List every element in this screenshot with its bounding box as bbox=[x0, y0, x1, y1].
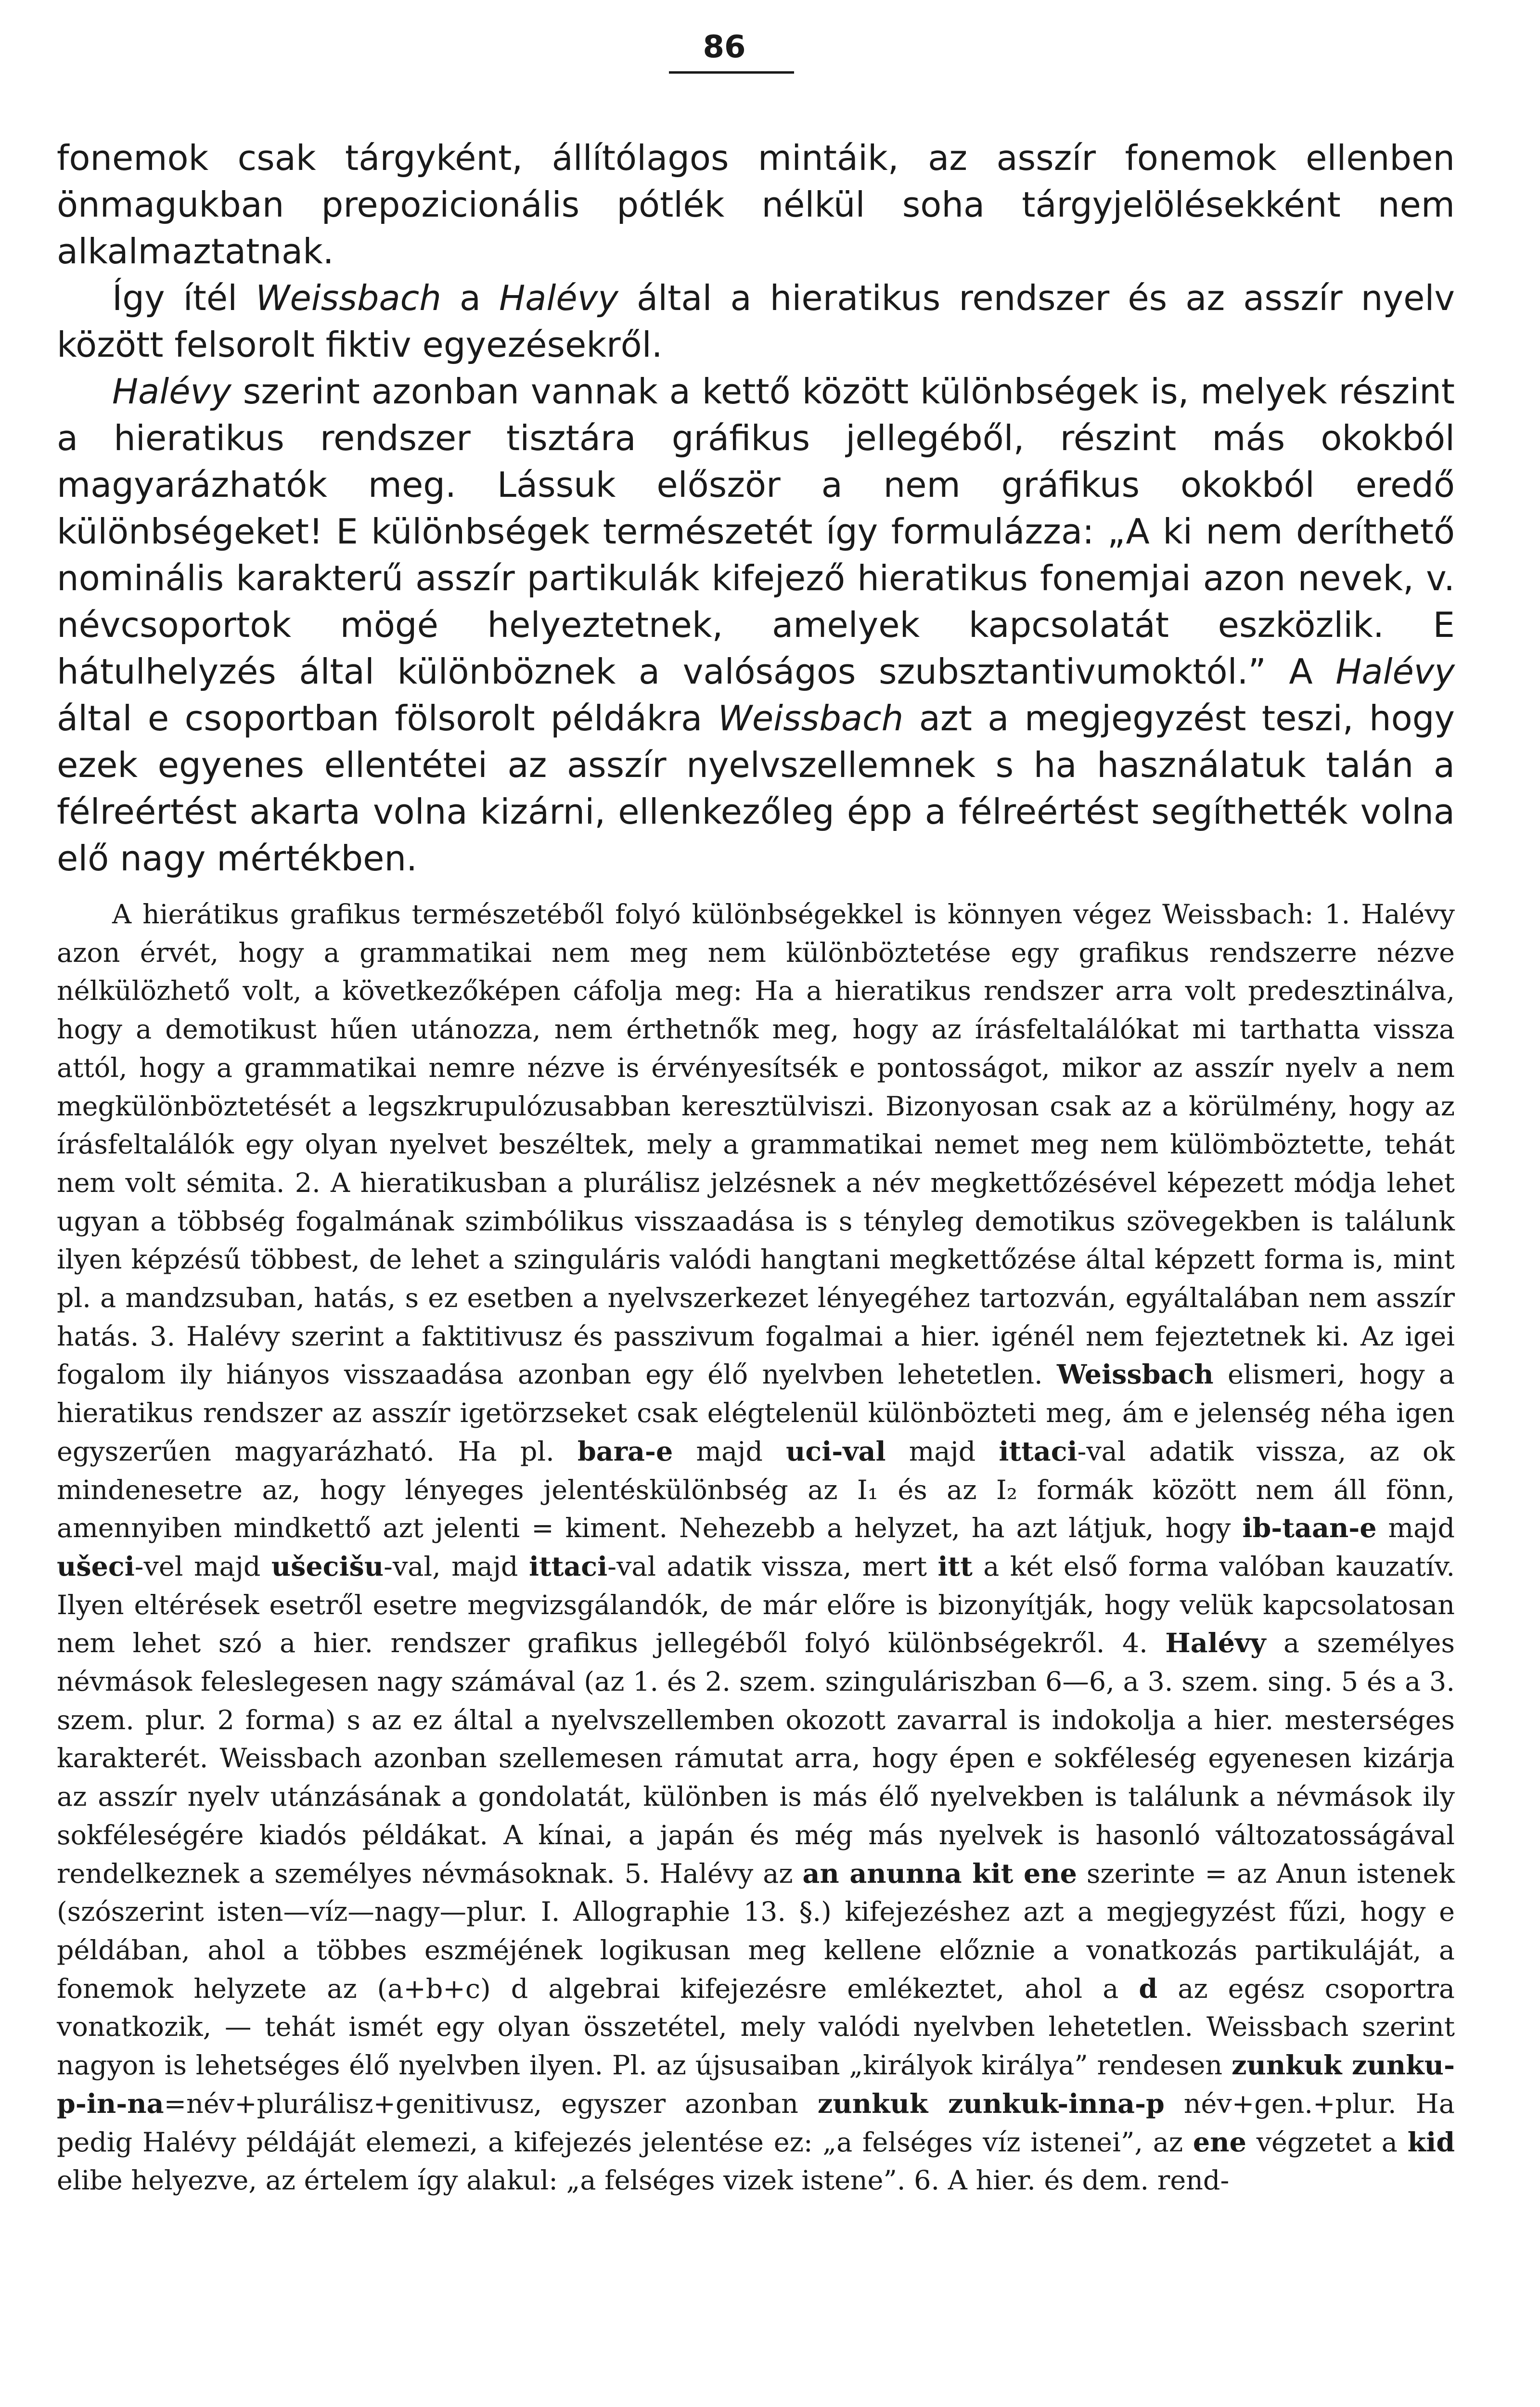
page-number-rule bbox=[669, 71, 794, 74]
footnote-text: A hierátikus grafikus természetéből folyó különbségekkel is könnyen végez Weissbach: 1. Halévy azon érvét, hogy a grammatikai nem meg nem különböztetése egy grafikus rendszerre nézve nélkülözhető volt, a következőképen cáfolja meg: Ha a hieratikus rendszer arra volt predesztinálva, hogy a demotikust hűen utánozza, nem érthetnők meg, hogy az írásfeltalálókat mi tarthatta vissza attól, hogy a grammatikai nemre nézve is érvényesítsék e pontosságot, mikor az asszír nyelv a nem megkülönböztetését a legszkrupulózusabban keresztülviszi. Bizonyosan csak az a körülmény, hogy az írásfeltalálók egy olyan nyelvet beszéltek, mely a grammatikai nemet meg nem külömböztette, tehát nem volt sémita. 2. A hieratikusban a plurálisz jelzésnek a név megkettőzésével képezett módja lehet ugyan a többség fogalmának szimbólikus visszaadása is s tényleg demotikus szövegekben is találunk ilyen képzésű többest, de lehet a szinguláris valódi hangtani megkettőzése által képzett forma is, mint pl. a mandzsuban, hatás, s ez esetben a nyelvszerkezet lényegéhez tartozván, egyáltalában nem asszír hatás. 3. Halévy szerint a faktitivusz és passzivum fogalmai a hier. igénél nem fejeztetnek ki. Az igei fogalom ily hiányos visszaadása azonban egy élő nyelvben lehetetlen. Weissbach elismeri, hogy a hieratikus rendszer az asszír igetörzseket csak elégtelenül különbözteti meg, ám e jelenség néha igen egyszerűen magyarázható. Ha pl. bara-e majd uci-val majd ittaci-val adatik vissza, az ok mindenesetre az, hogy lényeges jelentéskülönbség az I₁ és az I₂ formák között nem áll fönn, amennyiben mindkettő azt jelenti = kiment. Nehezebb a helyzet, ha azt látjuk, hogy ib-taan-e majd ušeci-vel majd ušecišu-val, majd ittaci-val adatik vissza, mert itt a két első forma valóban kauzatív. Ilyen eltérések esetről esetre megvizsgálandók, de már előre is bizonyítják, hogy velük kapcsolatosan nem lehet szó a hier. rendszer grafikus jellegéből folyó különbségekről. 4. Halévy a személyes névmások feleslegesen nagy számával (az 1. és 2. szem. szinguláriszban 6—6, a 3. szem. sing. 5 és a 3. szem. plur. 2 forma) s az ez által a nyelvszellemben okozott zavarral is indokolja a hier. mesterséges karakterét. Weissbach azonban szellemesen rámutat arra, hogy épen e sokféleség egyenesen kizárja az asszír nyelv utánzásának a gondolatát, különben is más élő nyelvekben is találunk a névmások ily sokféleségére kiadós példákat. A kínai, a japán és még más nyelvek is hasonló változatosságával rendelkeznek a személyes névmásoknak. 5. Halévy az an anunna kit ene szerinte = az Anun istenek (szószerint isten—víz—nagy—plur. I. Allographie 13. §.) kifejezéshez azt a megjegyzést fűzi, hogy e példában, ahol a többes eszméjének logikusan meg kellene előznie a vonatkozás partikuláját, a fonemok helyzete az (a+b+c) d algebrai kifejezésre emlékeztet, ahol a d az egész csoportra vonatkozik, — tehát ismét egy olyan összetétel, mely valódi nyelvben lehetetlen. Weissbach szerint nagyon is lehetséges élő nyelvben ilyen. Pl. az újsusaiban „királyok királya” rendesen zunkuk zunku-p-in-na=név+plurálisz+genitivusz, egyszer azonban zunkuk zunkuk-inna-p név+gen.+plur. Ha pedig Halévy példáját elemezi, a kifejezés jelentése ez: „a felséges víz istenei”, az ene végzetet a kid elibe helyezve, az értelem így alakul: „a felséges vizek istene”. 6. A hier. és dem. rend- bbox=[57, 899, 1455, 2197]
main-text bbox=[57, 135, 1455, 882]
page-number: 86 bbox=[703, 29, 746, 65]
paragraph-1: fonemok csak tárgyként, állítólagos mintáik, az asszír fonemok ellenben önmagukban prepozicionális pótlék nélkül soha tárgyjelölésekként nem alkalmaztatnak. bbox=[57, 138, 1455, 272]
paragraph-3: Halévy szerint azonban vannak a kettő között különbségek is, melyek részint a hieratikus rendszer tisztára gráfikus jellegéből, részint más okokból magyarázhatók meg. Lássuk először a nem gráfikus okokból eredő különbségeket! E különbségek természetét így formulázza: „A ki nem deríthető nominális karakterű asszír partikulák kifejező hieratikus fonemjai azon nevek, v. névcsoportok mögé helyeztetnek, amelyek kapcsolatát eszközlik. E hátulhelyzés által különböznek a valóságos szubsztantivumoktól.” A Halévy által e csoportban fölsorolt példákra Weissbach azt a megjegyzést teszi, hogy ezek egyenes ellentétei az asszír nyelvszellemnek s ha használatuk talán a félreértést akarta volna kizárni, ellenkezőleg épp a félreértést segíthették volna elő nagy mértékben. bbox=[57, 371, 1455, 879]
paragraph-2: Így ítél Weissbach a Halévy által a hieratikus rendszer és az asszír nyelv között felsorolt fiktiv egyezésekről. bbox=[57, 278, 1455, 365]
